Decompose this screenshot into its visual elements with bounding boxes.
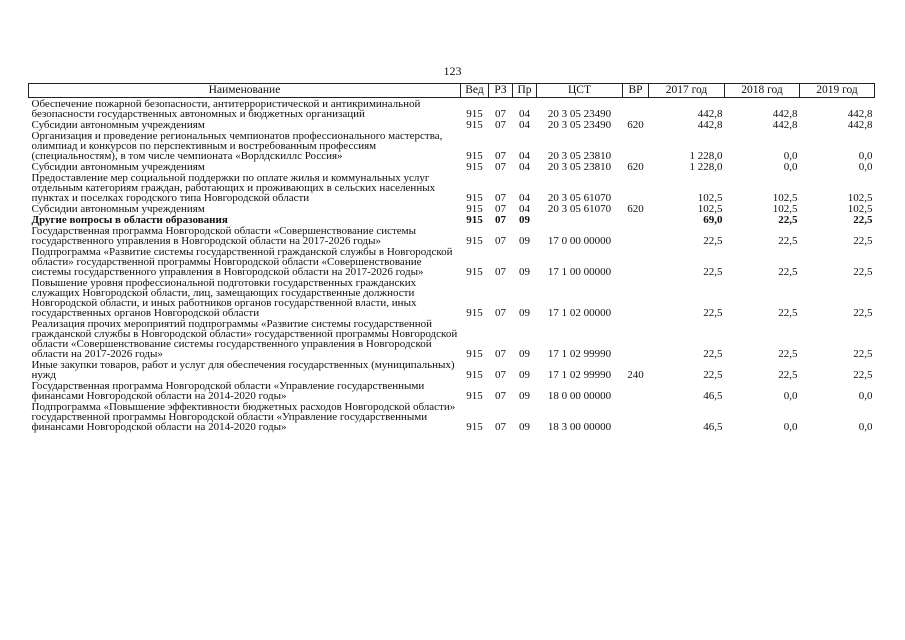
table-header-row [29, 84, 875, 98]
cell-ved: 915 [466, 421, 483, 433]
cell-ved: 915 [466, 235, 483, 247]
cell-rz: 07 [495, 266, 506, 278]
cell-2019: 22,5 [853, 369, 873, 381]
cell-cst: 17 1 00 00000 [547, 266, 612, 278]
cell-rz: 07 [495, 369, 506, 381]
table-row [29, 119, 875, 130]
cell-name: Субсидии автономным учреждениям [31, 119, 205, 131]
cell-vr: 240 [627, 369, 644, 381]
cell-2018: 0,0 [783, 161, 798, 173]
cell-rz: 07 [495, 421, 506, 433]
cell-rz: 07 [495, 192, 506, 204]
cell-2017: 22,5 [703, 369, 723, 381]
table-row [29, 359, 875, 380]
header-pr: Пр [513, 84, 537, 98]
cell-2019: 22,5 [853, 235, 873, 247]
cell-ved: 915 [466, 348, 483, 360]
cell-ved: 915 [466, 161, 483, 173]
cell-vr [623, 98, 649, 120]
cell-pr: 04 [519, 119, 530, 131]
cell-pr: 09 [519, 266, 530, 278]
header-ved: Вед [461, 84, 489, 98]
cell-name: Обеспечение пожарной безопасности, антитеррористической и антикриминальной безопасности государственных автономных и бюджетных организаций [31, 98, 421, 120]
cell-name: Предоставление мер социальной поддержки по оплате жилья и коммунальных услуг отдельным категориям граждан, работающих и проживающих в сельских населенных пунктах и поселках городского типа Новгородской области [31, 172, 436, 204]
cell-rz: 07 [495, 214, 506, 226]
cell-ved: 915 [466, 214, 483, 226]
cell-pr: 04 [519, 161, 530, 173]
cell-rz: 07 [495, 108, 506, 120]
cell-2019: 102,5 [847, 203, 873, 215]
cell-name: Другие вопросы в области образования [31, 214, 228, 226]
cell-2018: 22,5 [778, 266, 798, 278]
table-row [29, 214, 875, 225]
cell-cst: 20 3 05 61070 [547, 203, 612, 215]
table-row [29, 98, 875, 120]
cell-name: Государственная программа Новгородской области «Управление государственными финансами Новгородской области на 2014-2020 годы» [31, 380, 425, 402]
cell-vr [623, 277, 649, 318]
header-2017: 2017 год [649, 84, 725, 98]
table-row [29, 225, 875, 246]
cell-2018: 102,5 [772, 203, 798, 215]
cell-2017: 22,5 [703, 348, 723, 360]
table-row [29, 318, 875, 359]
cell-rz: 07 [495, 348, 506, 360]
cell-2017: 69,0 [703, 214, 723, 226]
cell-cst: 18 0 00 00000 [547, 390, 612, 402]
cell-name: Подпрограмма «Развитие системы государственной гражданской службы в Новгородской области» государственной программы Новгородской области «Совершенствование системы государственного управления в Новгородской области на 2017-2026 годы» [31, 246, 453, 278]
cell-2019: 22,5 [853, 348, 873, 360]
cell-ved: 915 [466, 192, 483, 204]
cell-pr: 09 [519, 307, 530, 319]
cell-name: Субсидии автономным учреждениям [31, 161, 205, 173]
cell-ved: 915 [466, 150, 483, 162]
cell-2017: 442,8 [697, 119, 723, 131]
cell-2017: 1 228,0 [689, 161, 723, 173]
table-body [29, 98, 875, 433]
page-number: 123 [443, 64, 462, 78]
cell-ved: 915 [466, 369, 483, 381]
cell-cst: 20 3 05 23810 [547, 161, 612, 173]
cell-cst: 18 3 00 00000 [547, 421, 612, 433]
cell-2019: 22,5 [853, 266, 873, 278]
cell-cst [537, 214, 623, 225]
cell-2019: 0,0 [858, 421, 873, 433]
cell-2018: 22,5 [778, 214, 798, 226]
cell-cst: 20 3 05 23490 [547, 108, 612, 120]
cell-2018: 0,0 [783, 390, 798, 402]
cell-2018: 22,5 [778, 369, 798, 381]
cell-pr: 04 [519, 108, 530, 120]
cell-ved: 915 [466, 203, 483, 215]
cell-2018: 22,5 [778, 348, 798, 360]
cell-2019: 0,0 [858, 150, 873, 162]
cell-cst: 17 0 00 00000 [547, 235, 612, 247]
cell-vr: 620 [627, 161, 644, 173]
cell-pr: 04 [519, 150, 530, 162]
cell-rz: 07 [495, 150, 506, 162]
table-row [29, 380, 875, 401]
cell-2017: 102,5 [697, 203, 723, 215]
cell-2018: 0,0 [783, 150, 798, 162]
cell-cst: 17 1 02 99990 [547, 348, 612, 360]
cell-pr: 04 [519, 203, 530, 215]
header-vr: ВР [623, 84, 649, 98]
header-2019: 2019 год [800, 84, 875, 98]
cell-2019: 442,8 [847, 108, 873, 120]
cell-cst: 17 1 02 00000 [547, 307, 612, 319]
cell-ved: 915 [466, 108, 483, 120]
cell-pr: 09 [519, 235, 530, 247]
budget-table [28, 83, 875, 432]
cell-pr: 04 [519, 192, 530, 204]
table-row [29, 401, 875, 432]
cell-2017: 46,5 [703, 390, 723, 402]
cell-2019: 442,8 [847, 119, 873, 131]
cell-rz: 07 [495, 119, 506, 131]
cell-cst: 20 3 05 23490 [547, 119, 612, 131]
cell-vr [623, 401, 649, 432]
table-row [29, 172, 875, 203]
cell-2017: 442,8 [697, 108, 723, 120]
cell-2017: 22,5 [703, 307, 723, 319]
cell-cst: 17 1 02 99990 [547, 369, 612, 381]
cell-name: Повышение уровня профессиональной подготовки государственных гражданских служащих Новгородской области, лиц, замещающих государственные должности Новгородской области, и иных работников органов государственной власти, иных государственных органов Новгородской области [31, 277, 417, 319]
cell-pr: 09 [519, 390, 530, 402]
cell-rz: 07 [495, 235, 506, 247]
cell-2019: 102,5 [847, 192, 873, 204]
header-cst: ЦСТ [537, 84, 623, 98]
cell-2019: 0,0 [858, 390, 873, 402]
cell-2017: 1 228,0 [689, 150, 723, 162]
cell-name: Организация и проведение региональных чемпионатов профессионального мастерства, олимпиад и конкурсов по перспективным и востребованным профессиям (специальностям), в том числе чемпионата «Ворлдскиллс Россия» [31, 130, 443, 162]
cell-2018: 442,8 [772, 108, 798, 120]
table-row [29, 130, 875, 161]
cell-cst: 20 3 05 61070 [547, 192, 612, 204]
cell-2018: 22,5 [778, 235, 798, 247]
cell-pr: 09 [519, 214, 530, 226]
cell-vr: 620 [627, 203, 644, 215]
cell-2017: 22,5 [703, 266, 723, 278]
cell-vr [623, 246, 649, 277]
cell-name: Иные закупки товаров, работ и услуг для обеспечения государственных (муниципальных) нужд [31, 359, 455, 381]
cell-vr: 620 [627, 119, 644, 131]
cell-rz: 07 [495, 161, 506, 173]
cell-cst: 20 3 05 23810 [547, 150, 612, 162]
cell-ved: 915 [466, 266, 483, 278]
header-2018: 2018 год [725, 84, 800, 98]
cell-2018: 102,5 [772, 192, 798, 204]
cell-2019: 0,0 [858, 161, 873, 173]
cell-2017: 22,5 [703, 235, 723, 247]
cell-rz: 07 [495, 307, 506, 319]
cell-vr [623, 214, 649, 225]
cell-2019: 22,5 [853, 214, 873, 226]
cell-name: Подпрограмма «Повышение эффективности бюджетных расходов Новгородской области» государственной программы Новгородской области «Управление государственными финансами Новгородской области на 2014-2020 годы» [31, 401, 456, 433]
cell-ved: 915 [466, 307, 483, 319]
table-row [29, 161, 875, 172]
header-name: Наименование [29, 84, 461, 98]
cell-pr: 09 [519, 369, 530, 381]
cell-2018: 22,5 [778, 307, 798, 319]
cell-name: Реализация прочих мероприятий подпрограммы «Развитие системы государственной гражданской службы в Новгородской области» государственной программы Новгородской области «Совершенствование системы государственного управления в Новгородской области на 2017-2026 годы» [31, 318, 458, 360]
cell-2017: 102,5 [697, 192, 723, 204]
cell-ved: 915 [466, 119, 483, 131]
cell-ved: 915 [466, 390, 483, 402]
cell-vr [623, 130, 649, 161]
cell-2018: 0,0 [783, 421, 798, 433]
table-row [29, 203, 875, 214]
table-row [29, 277, 875, 318]
cell-pr: 09 [519, 421, 530, 433]
cell-vr [623, 225, 649, 246]
cell-name: Субсидии автономным учреждениям [31, 203, 205, 215]
cell-pr: 09 [519, 348, 530, 360]
header-rz: РЗ [489, 84, 513, 98]
table-row [29, 246, 875, 277]
cell-2019: 22,5 [853, 307, 873, 319]
cell-rz: 07 [495, 390, 506, 402]
cell-vr [623, 172, 649, 203]
cell-vr [623, 318, 649, 359]
cell-vr [623, 380, 649, 401]
cell-rz: 07 [495, 203, 506, 215]
cell-2018: 442,8 [772, 119, 798, 131]
cell-2017: 46,5 [703, 421, 723, 433]
cell-name: Государственная программа Новгородской области «Совершенствование системы государственного управления в Новгородской области на 2017-2026 годы» [31, 225, 417, 247]
